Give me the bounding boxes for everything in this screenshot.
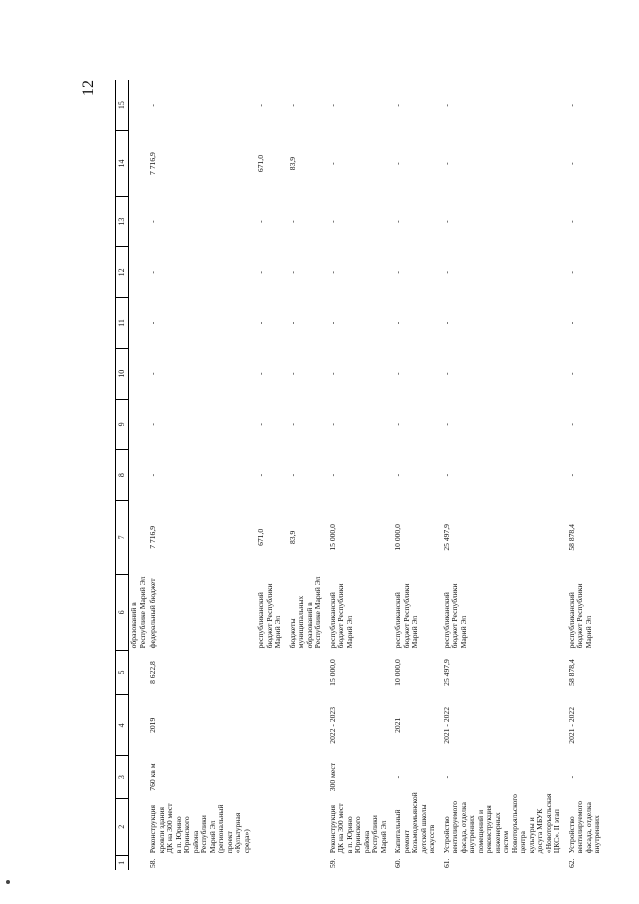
value-cell-c9: - — [327, 423, 337, 426]
value-cell-c14: - — [327, 162, 337, 165]
table-row — [442, 80, 563, 870]
col-header: 10 — [116, 348, 129, 399]
col-header: 6 — [116, 574, 129, 650]
empty-cell — [256, 650, 284, 694]
value-cell-c15: - — [441, 104, 451, 107]
value-cell-c9: - — [566, 423, 576, 426]
table-rotation-frame — [115, 80, 625, 870]
years: 2021 - 2022 — [441, 706, 451, 744]
value-cell-c8: - — [441, 473, 451, 477]
value-cell-c13: - — [566, 220, 576, 223]
value-cell-c10: - — [287, 372, 297, 375]
funding-source: республиканский бюджет Республики Марий Эл — [441, 583, 468, 649]
table-row — [256, 80, 284, 870]
value-cell-c9: - — [287, 423, 297, 426]
value-cell-c11: - — [287, 321, 297, 325]
funding-source: бюджеты муниципальных образований в Республике Марий Эл — [287, 576, 322, 649]
capacity: - — [441, 775, 451, 779]
value-cell-c8: - — [148, 473, 157, 477]
col-header: 8 — [116, 450, 129, 501]
empty-cell — [256, 798, 284, 855]
col-header: 5 — [116, 650, 129, 694]
col-header: 12 — [116, 247, 129, 298]
row-number: 60. — [393, 858, 402, 868]
value-cell-c8: - — [256, 473, 265, 477]
col-header: 14 — [116, 131, 129, 196]
total-cost: 10 000,0 — [393, 659, 402, 686]
page-number-text: 12 — [80, 80, 97, 96]
value-cell-c8: - — [287, 473, 297, 477]
value-cell-c9: - — [148, 423, 157, 426]
value-cell-c10: - — [441, 372, 451, 375]
budget-table — [115, 80, 607, 870]
value-cell-c13: - — [441, 220, 451, 223]
capacity: 300 мест — [327, 762, 337, 792]
funding-source: федеральный бюджет — [148, 578, 157, 649]
value-cell-c14: 7 716,9 — [148, 152, 157, 175]
total-cost: 8 622,8 — [148, 661, 157, 684]
value-cell-c14: - — [393, 162, 402, 165]
value-cell-c14: - — [566, 162, 576, 165]
value-cell-c10: - — [566, 372, 576, 375]
empty-cell — [288, 695, 324, 756]
empty-cell — [288, 756, 324, 798]
table-body — [129, 80, 607, 870]
years: 2022 - 2023 — [327, 706, 337, 744]
years: 2021 - 2022 — [566, 706, 576, 744]
header-row — [116, 80, 129, 870]
value-cell-c13: - — [393, 220, 402, 223]
capacity: - — [393, 775, 402, 779]
total-cost: 25 497,9 — [441, 659, 451, 686]
table-row — [567, 80, 603, 870]
table-row — [393, 80, 438, 870]
col-header: 13 — [116, 196, 129, 247]
value-cell-c15: - — [566, 104, 576, 107]
value-cell-c11: - — [441, 321, 451, 325]
value-cell-c12: - — [327, 271, 337, 274]
value-cell-c13: - — [148, 220, 157, 223]
total-cost: 58 878,4 — [566, 659, 576, 686]
total-cost: 15 000,0 — [327, 659, 337, 686]
table-row — [288, 80, 324, 870]
object-name: Реконструкция ДК на 300 мест в п. Юрино Юринского района Республики Марий Эл — [327, 803, 388, 854]
value-cell-c7: 25 497,9 — [441, 524, 451, 551]
value-cell-c12: - — [287, 271, 297, 274]
funding-source: республиканский бюджет Республики Марий Эл — [393, 583, 419, 649]
object-name: Устройство вентилируемого фасада, отделка внутренних помещений и реконструкция инженерных систем Новоторъяльского центра культуры и досуга МБУК «Новоторъяльская ЦКС». II этап — [441, 793, 561, 854]
capacity: 760 кв м — [148, 763, 157, 791]
col-header: 1 — [116, 855, 129, 870]
col-header: 7 — [116, 500, 129, 574]
value-cell-c9: - — [256, 423, 265, 426]
col-header: 4 — [116, 695, 129, 756]
empty-cell — [256, 756, 284, 798]
col-header: 2 — [116, 798, 129, 855]
value-cell-c9: - — [393, 423, 402, 426]
value-cell-c10: - — [256, 372, 265, 375]
value-cell-c10: - — [393, 372, 402, 375]
landscape-table-wrapper — [115, 80, 625, 870]
col-header: 9 — [116, 399, 129, 450]
value-cell-c12: - — [441, 271, 451, 274]
col-header: 15 — [116, 80, 129, 131]
value-cell-c8: - — [327, 473, 337, 477]
value-cell-c7: 83,9 — [287, 530, 297, 545]
table-row — [328, 80, 390, 870]
value-cell-c11: - — [327, 321, 337, 325]
row-number: 61. — [441, 858, 451, 868]
value-cell-c13: - — [287, 220, 297, 223]
row-number: 59. — [327, 858, 337, 868]
scan-dot — [6, 880, 10, 884]
value-cell-c8: - — [393, 473, 402, 477]
value-cell-c14: 83,9 — [287, 156, 297, 171]
col-header: 3 — [116, 756, 129, 798]
value-cell-c11: - — [566, 321, 576, 325]
value-cell-c10: - — [148, 372, 157, 375]
object-name: Устройство вентилируемого фасада, отделка внутренних — [566, 800, 601, 854]
value-cell-c14: - — [441, 162, 451, 165]
row-number: 58. — [148, 858, 157, 868]
value-cell-c7: 15 000,0 — [327, 524, 337, 551]
value-cell-c15: - — [287, 104, 297, 107]
row-number: 62. — [566, 858, 576, 868]
value-cell-c10: - — [327, 372, 337, 375]
value-cell-c13: - — [256, 220, 265, 223]
carryover-row — [129, 80, 149, 870]
value-cell-c14: 671,0 — [256, 155, 265, 173]
value-cell-c7: 10 000,0 — [393, 524, 402, 551]
empty-cell — [256, 695, 284, 756]
value-cell-c7: 58 878,4 — [566, 524, 576, 551]
value-cell-c7: 7 716,9 — [148, 525, 157, 549]
value-cell-c7: 671,0 — [256, 528, 265, 546]
empty-cell — [288, 650, 324, 694]
funding-source: республиканский бюджет Республики Марий Эл — [566, 583, 593, 649]
value-cell-c11: - — [256, 321, 265, 325]
value-cell-c11: - — [148, 321, 157, 325]
col-header: 11 — [116, 298, 129, 349]
value-cell-c9: - — [441, 423, 451, 426]
carryover-source: образований в Республике Марий Эл — [129, 576, 147, 649]
value-cell-c15: - — [256, 104, 265, 107]
empty-cell — [288, 855, 324, 870]
empty-cell — [256, 855, 284, 870]
value-cell-c15: - — [148, 104, 157, 107]
capacity: - — [566, 775, 576, 779]
funding-source: республиканский бюджет Республики Марий Эл — [327, 583, 354, 649]
table-row — [148, 80, 252, 870]
years: 2021 — [393, 717, 402, 733]
years: 2019 — [148, 717, 157, 733]
value-cell-c8: - — [566, 473, 576, 477]
value-cell-c15: - — [327, 104, 337, 107]
value-cell-c11: - — [393, 321, 402, 325]
value-cell-c12: - — [393, 271, 402, 274]
value-cell-c12: - — [566, 271, 576, 274]
value-cell-c12: - — [148, 271, 157, 274]
value-cell-c15: - — [393, 104, 402, 107]
value-cell-c13: - — [327, 220, 337, 223]
value-cell-c12: - — [256, 271, 265, 274]
object-name: Капитальный ремонт Козьмодемьянской детской школы искусств — [393, 792, 436, 854]
object-name: Реконструкция кровли здания ДК на 300 мест в п. Юрино Юринского района Республики Марий Эл (региональный проект «Культурная среда») — [148, 803, 251, 854]
row-spacer — [603, 80, 607, 870]
empty-cell — [288, 798, 324, 855]
funding-source: республиканский бюджет Республики Марий Эл — [256, 583, 282, 649]
